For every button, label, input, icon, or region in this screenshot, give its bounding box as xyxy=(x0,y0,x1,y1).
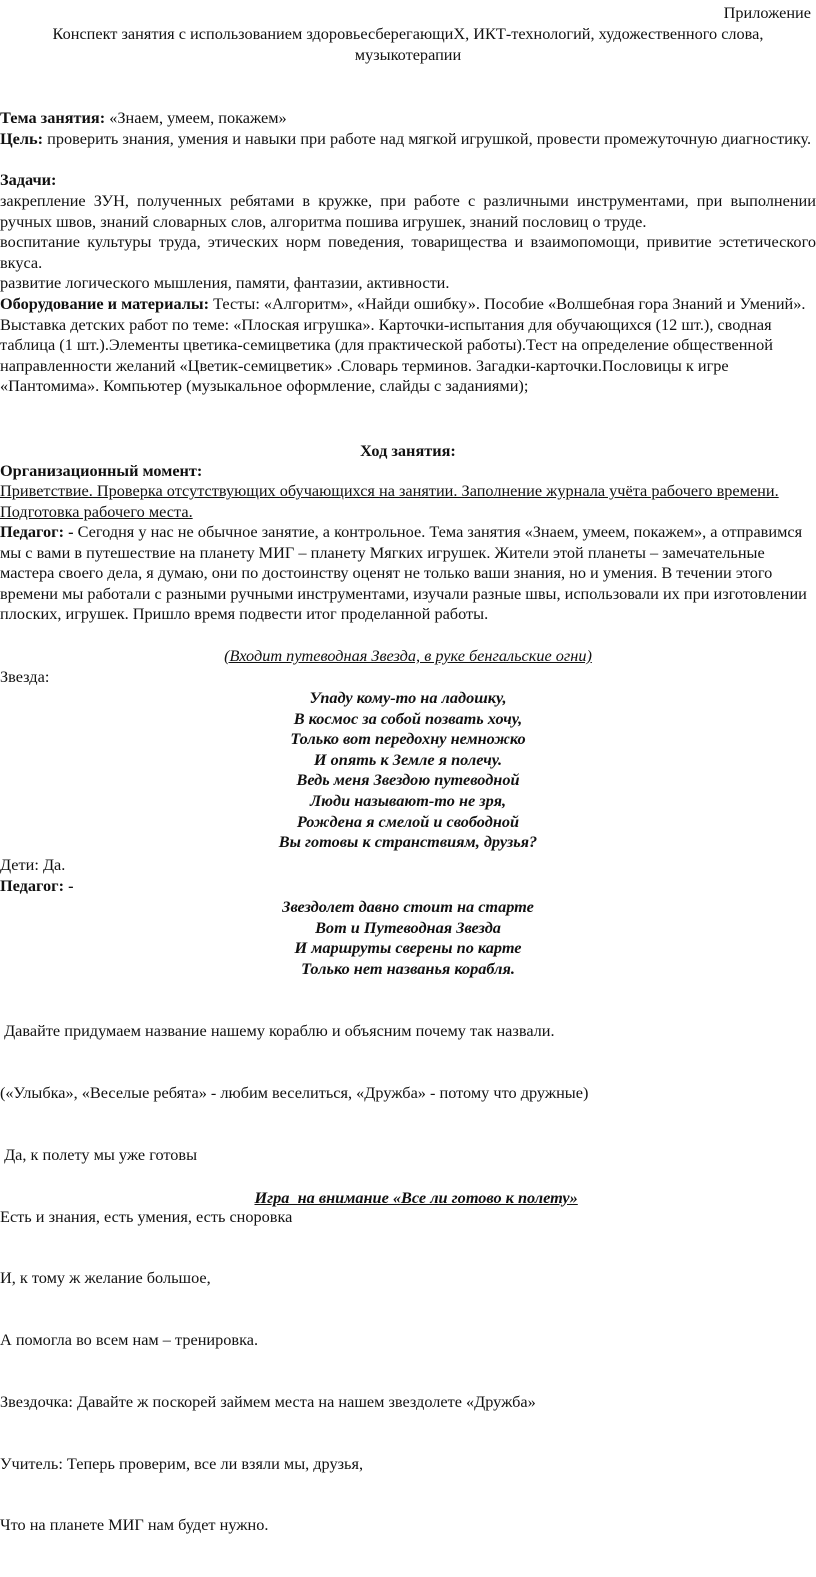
poem-line: Вы готовы к странствиям, друзья? xyxy=(278,832,538,852)
poem-line: Ведь меня Звездою путеводной xyxy=(296,770,520,790)
goal-paragraph xyxy=(0,129,816,150)
poem-line: И опять к Земле я полечу. xyxy=(313,749,503,769)
text-line: А помогла во всем нам – тренировка. xyxy=(0,1330,259,1350)
course-heading: Ход занятия: xyxy=(360,441,456,460)
appendix-label: Приложение xyxy=(723,3,811,22)
star-poem xyxy=(0,688,816,853)
equipment-label: Оборудование и материалы: xyxy=(0,294,210,313)
game-title-text: Игра на внимание «Все ли готово к полету» xyxy=(254,1187,578,1207)
poem-line: И маршруты сверены по карте xyxy=(294,938,522,958)
text-line: И, к тому ж желание большое, xyxy=(0,1268,211,1288)
poem-line: Люди называют-то не зря, xyxy=(309,790,507,810)
title-line-2: музыкотерапии xyxy=(354,44,462,64)
poem-line: Вот и Путеводная Звезда xyxy=(315,917,501,937)
title-line-1: Конспект занятия с использованием здоровьесберегающиХ, ИКТ-технологий, художественного слова, xyxy=(52,24,764,43)
text-line: Давайте придумаем название нашему кораблю и объясним почему так назвали. xyxy=(0,1021,555,1041)
topic-line xyxy=(0,108,816,129)
children-reply: Дети: Да. xyxy=(0,855,66,874)
equipment-text: Тесты: «Алгоритм», «Найди ошибку». Пособие «Волшебная гора Знаний и Умений». Выставка детских работ по теме: «Плоская игрушка». Карточки-испытания для обучающихся (12 шт.), сводная таблица (1 шт.).Элементы цветика-семицветика (для практической работы).Тест на определение общественной направленности желаний «Цветик-семицветик» .Словарь терминов. Загадки-карточки.Пословицы к игре «Пантомима». Компьютер (музыкальное оформление, слайды с заданиями); xyxy=(0,294,806,396)
closing-lines xyxy=(0,980,816,1577)
poem-line: Упаду кому-то на ладошку, xyxy=(309,688,507,707)
task-item-3: развитие логического мышления, памяти, фантазии, активности. xyxy=(0,273,450,292)
text-line: Звездочка: Давайте ж поскорей займем места на нашем звездолете «Дружба» xyxy=(0,1391,536,1411)
teacher-label-2: Педагог: - xyxy=(0,876,74,895)
teacher-paragraph xyxy=(0,522,816,625)
stage-direction xyxy=(0,646,816,667)
text-line: Да, к полету мы уже готовы xyxy=(0,1144,198,1164)
poem-line: Только вот передохну немножко xyxy=(290,729,526,749)
game-title xyxy=(0,1167,816,1229)
stage-direction-text: (Входит путеводная Звезда, в руке бенгальские огни) xyxy=(224,646,592,665)
document-title xyxy=(0,24,816,65)
goal-text: проверить знания, умения и навыки при работе над мягкой игрушкой, провести промежуточную диагностику. xyxy=(43,129,812,148)
topic-label: Тема занятия: xyxy=(0,108,106,127)
equipment-paragraph xyxy=(0,294,816,397)
poem-line: Только нет названья корабля. xyxy=(301,958,515,978)
topic-text: «Знаем, умеем, покажем» xyxy=(105,108,287,127)
poem-line: Звездолет давно стоит на старте xyxy=(282,897,534,916)
poem-line: Рождена я смелой и свободной xyxy=(296,811,520,831)
poem-line: В космос за собой позвать хочу, xyxy=(293,708,523,728)
tasks-label: Задачи: xyxy=(0,170,57,189)
text-line: Что на планете МИГ нам будет нужно. xyxy=(0,1515,269,1535)
ship-poem xyxy=(0,897,816,979)
task-item-1: закрепление ЗУН, полученных ребятами в кружке, при работе с различными инструментами, при выполнении ручных швов, знаний словарных слов, алгоритма пошива игрушек, знаний пословиц о труде. xyxy=(0,191,816,231)
text-line: («Улыбка», «Веселые ребята» - любим веселиться, «Дружба» - потому что дружные) xyxy=(0,1082,589,1102)
teacher-text: Сегодня у нас не обычное занятие, а контрольное. Тема занятия «Знаем, умеем, покажем», а отправимся мы с вами в путешествие на планету МИГ – планету Мягких игрушек. Жители этой планеты – замечательные мастера своего дела, я думаю, они по достоинству оценят не только ваши знания, но и умения. В течении этого времени мы работали с разными ручными инструментами, изучали разные швы, использовали их при изготовлении плоских, игрушек. Пришло время подвести итог проделанной работы. xyxy=(0,522,807,624)
org-moment-text: Приветствие. Проверка отсутствующих обучающихся на занятии. Заполнение журнала учёта рабочего времени. Подготовка рабочего места. xyxy=(0,481,779,521)
teacher-label: Педагог: - xyxy=(0,522,74,541)
goal-label: Цель: xyxy=(0,129,44,148)
star-label: Звезда: xyxy=(0,667,50,686)
text-line: Учитель: Теперь проверим, все ли взяли мы, друзья, xyxy=(0,1453,364,1473)
task-item-2: воспитание культуры труда, этических норм поведения, товарищества и взаимопомощи, привитие эстетического вкуса. xyxy=(0,232,816,272)
text-line: Есть и знания, есть умения, есть сноровка xyxy=(0,1206,293,1226)
org-moment-label: Организационный момент: xyxy=(0,461,203,480)
